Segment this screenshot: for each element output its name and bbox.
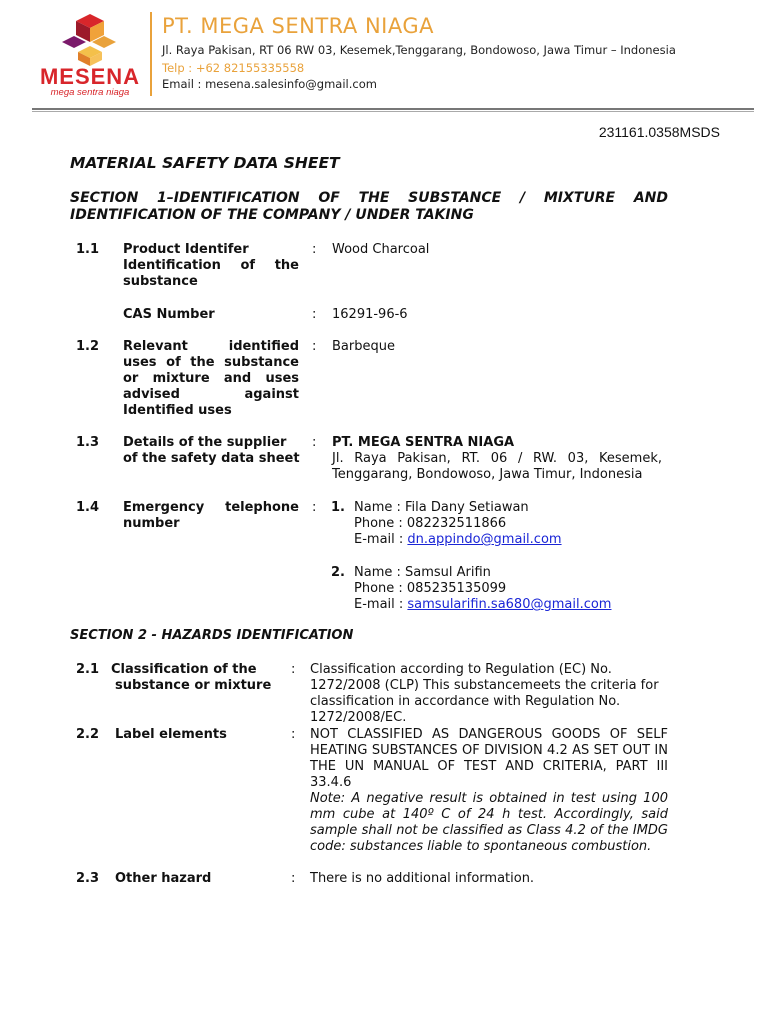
item-1-3-value — [332, 435, 662, 483]
contact-1-email-label: E-mail : — [354, 532, 408, 547]
company-email: Email : mesena.salesinfo@gmail.com — [162, 77, 377, 91]
item-1-4-colon: : — [312, 500, 317, 515]
contact-1-phone: Phone : 082232511866 — [354, 516, 507, 531]
supplier-address: Jl. Raya Pakisan, RT. 06 / RW. 03, Kesemek, Tenggarang, Bondowoso, Jawa Timur, Indonesia — [332, 451, 662, 482]
contact-1-email-row — [354, 532, 562, 548]
contact-2-email-label: E-mail : — [354, 597, 408, 612]
company-logo — [36, 12, 144, 96]
item-2-2-number: 2.2 — [76, 727, 100, 742]
item-2-1-number: 2.1 — [76, 662, 100, 677]
item-1-1-value: Wood Charcoal — [332, 242, 430, 257]
item-1-1-label-line1: Product Identifer — [123, 242, 249, 257]
section-2-heading: SECTION 2 - HAZARDS IDENTIFICATION — [70, 628, 354, 643]
contact-2-email-link[interactable]: samsularifin.sa680@gmail.com — [407, 597, 612, 612]
contact-1-email-link[interactable]: dn.appindo@gmail.com — [407, 532, 562, 547]
contact-2 — [354, 565, 611, 613]
item-1-1-label-line2: Identification of the substance — [123, 258, 299, 289]
contact-2-email-row — [354, 597, 611, 613]
item-1-2-colon: : — [312, 339, 317, 354]
logo-wordmark: MESENA — [39, 64, 141, 89]
logo-tagline: mega sentra niaga — [50, 87, 130, 98]
supplier-name: PT. MEGA SENTRA NIAGA — [332, 435, 515, 450]
item-2-2-text: NOT CLASSIFIED AS DANGEROUS GOODS OF SELF HEATING SUBSTANCES OF DIVISION 4.2 AS SET OUT IN THE UN MANUAL OF TEST AND CRITERIA, PART III 33.4.6 — [310, 727, 668, 790]
item-2-1-value: Classification according to Regulation (EC) No. 1272/2008 (CLP) This substancemeets the criteria for classification in accordance with Regulation No. 1272/2008/EC. — [310, 662, 659, 725]
item-1-3-colon: : — [312, 435, 317, 450]
item-1-1-number: 1.1 — [76, 242, 100, 257]
item-1-3-number: 1.3 — [76, 435, 100, 450]
item-2-2-note: Note: A negative result is obtained in test using 100 mm cube at 140º C of 24 h test. Accordingly, said sample shall not be classified as Class 4.2 of the IMDG code: substances liable to spontaneous combustion. — [310, 791, 668, 854]
item-1-2-value: Barbeque — [332, 339, 395, 354]
logo-cube-icon — [60, 12, 120, 66]
item-1-4-number: 1.4 — [76, 500, 100, 515]
item-2-1-label-line1: Classification of the — [111, 662, 257, 677]
header-rule — [32, 108, 754, 110]
contact-1-name: Name : Fila Dany Setiawan — [354, 500, 529, 515]
item-2-1-label-line2: substance or mixture — [115, 678, 272, 693]
cas-number-colon: : — [312, 307, 317, 322]
cas-number-label: CAS Number — [123, 307, 215, 322]
contact-1-index: 1. — [331, 500, 345, 515]
section-1-heading: SECTION 1–IDENTIFICATION OF THE SUBSTANCE / MIXTURE AND IDENTIFICATION OF THE COMPANY / UNDER TAKING — [70, 190, 668, 223]
contact-2-name: Name : Samsul Arifin — [354, 565, 491, 580]
header-divider — [150, 12, 152, 96]
item-2-2-label: Label elements — [115, 727, 227, 742]
item-2-2-colon: : — [291, 727, 296, 742]
item-2-3-colon: : — [291, 871, 296, 886]
header-rule-thin — [32, 111, 754, 112]
document-number: 231161.0358MSDS — [598, 124, 720, 140]
item-1-2-number: 1.2 — [76, 339, 100, 354]
page-title: MATERIAL SAFETY DATA SHEET — [70, 154, 340, 172]
contact-2-phone: Phone : 085235135099 — [354, 581, 507, 596]
item-2-3-label: Other hazard — [115, 871, 212, 886]
item-2-2-value — [310, 727, 668, 855]
item-1-2-label: Relevant identified uses of the substance or mixture and uses advised against Identified uses — [123, 339, 299, 418]
company-telp: Telp : +62 82155335558 — [162, 61, 305, 75]
item-2-1-colon: : — [291, 662, 296, 677]
item-2-3-number: 2.3 — [76, 871, 100, 886]
item-1-3-label: Details of the supplier of the safety data sheet — [123, 435, 300, 466]
contact-2-index: 2. — [331, 565, 345, 580]
company-address: Jl. Raya Pakisan, RT 06 RW 03, Kesemek,Tenggarang, Bondowoso, Jawa Timur – Indonesia — [162, 43, 676, 57]
item-1-4-label: Emergency telephone number — [123, 500, 299, 531]
item-1-1-colon: : — [312, 242, 317, 257]
item-2-1-label — [111, 662, 271, 694]
cas-number-value: 16291-96-6 — [332, 307, 408, 322]
item-2-3-value: There is no additional information. — [310, 871, 535, 886]
contact-1 — [354, 500, 562, 548]
company-name: PT. MEGA SENTRA NIAGA — [162, 14, 435, 38]
item-1-1-label — [123, 242, 299, 290]
